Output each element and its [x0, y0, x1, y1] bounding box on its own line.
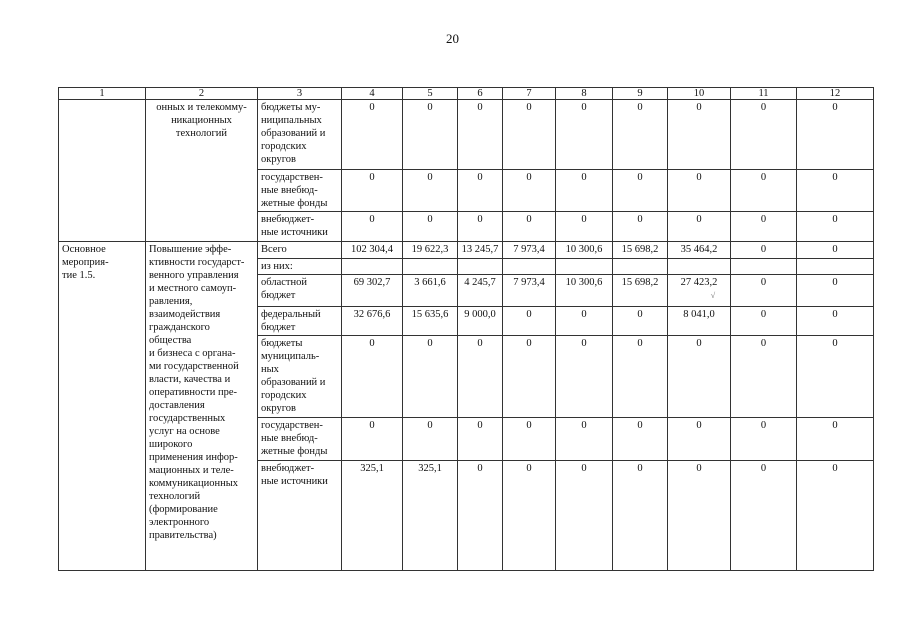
- empty-cell: [503, 259, 556, 275]
- empty-cell: [668, 259, 731, 275]
- value-cell: 325,1: [342, 461, 403, 571]
- value-cell: 0: [668, 212, 731, 242]
- column-number: 4: [342, 88, 403, 100]
- of-which-label: из них:: [258, 259, 342, 275]
- column-number: 1: [59, 88, 146, 100]
- table-row: [59, 100, 874, 170]
- empty-cell: [613, 259, 668, 275]
- cont-col1-cell: [59, 100, 146, 242]
- value-cell: 7 973,4: [503, 275, 556, 307]
- column-number: 2: [146, 88, 258, 100]
- value-cell: 0: [731, 336, 797, 418]
- value-cell: 0: [556, 307, 613, 336]
- value-cell: 0: [458, 418, 503, 461]
- total-value-cell: 102 304,4: [342, 242, 403, 259]
- value-cell: 0: [403, 170, 458, 212]
- value-cell: 0: [342, 100, 403, 170]
- value-cell: 0: [731, 170, 797, 212]
- funding-source: государствен- ные внебюд- жетные фонды: [258, 170, 342, 212]
- funding-source: внебюджет- ные источники: [258, 212, 342, 242]
- value-cell: 0: [668, 461, 731, 571]
- value-cell: 0: [613, 100, 668, 170]
- empty-cell: [556, 259, 613, 275]
- funding-source: бюджеты му- ниципальных образований и городских округов: [258, 100, 342, 170]
- total-value-cell: 7 973,4: [503, 242, 556, 259]
- value-cell: 0: [613, 461, 668, 571]
- value-cell: 0: [613, 336, 668, 418]
- value-cell: 0: [797, 336, 874, 418]
- value-cell: 0: [458, 170, 503, 212]
- value-cell: 0: [503, 336, 556, 418]
- value-cell: 0: [797, 418, 874, 461]
- value-cell: 0: [731, 461, 797, 571]
- value-cell: 0: [731, 100, 797, 170]
- column-number: 10: [668, 88, 731, 100]
- value-cell: 0: [797, 100, 874, 170]
- value-cell: 15 698,2: [613, 275, 668, 307]
- empty-cell: [403, 259, 458, 275]
- check-mark-icon: √: [710, 291, 716, 300]
- value-cell: 10 300,6: [556, 275, 613, 307]
- value-cell: 0: [668, 100, 731, 170]
- value-cell: 69 302,7: [342, 275, 403, 307]
- value-cell: 0: [458, 100, 503, 170]
- page-number: 20: [446, 31, 459, 46]
- value-cell: 4 245,7: [458, 275, 503, 307]
- value-cell: 0: [556, 100, 613, 170]
- value-cell: 3 661,6: [403, 275, 458, 307]
- value-cell: 0: [503, 212, 556, 242]
- empty-cell: [342, 259, 403, 275]
- funding-source: областной бюджет: [258, 275, 342, 307]
- total-value-cell: 35 464,2: [668, 242, 731, 259]
- value-cell: 8 041,0: [668, 307, 731, 336]
- value-cell: 0: [797, 461, 874, 571]
- column-number: 5: [403, 88, 458, 100]
- total-value-cell: 13 245,7: [458, 242, 503, 259]
- value-cell: 0: [668, 336, 731, 418]
- value-cell: 0: [556, 336, 613, 418]
- total-value-cell: 0: [731, 242, 797, 259]
- value-cell: 0: [731, 275, 797, 307]
- total-value-cell: 10 300,6: [556, 242, 613, 259]
- column-number-row: [59, 88, 874, 100]
- value-cell: 0: [503, 100, 556, 170]
- value-cell: 0: [458, 336, 503, 418]
- column-number: 7: [503, 88, 556, 100]
- value-cell: 0: [403, 336, 458, 418]
- value-cell: 0: [342, 418, 403, 461]
- value-cell: 0: [403, 418, 458, 461]
- measure-name: Повышение эффе- ктивности государст- венного управления и местного самоуп- равления, взаимодействия гражданского общества и бизнеса с органа- ми государственной власти, качества и оперативности пре- доставления государственных услуг на основе широкого применения инфор- мационных и теле- коммуникационных технологий (формирование электронного правительства): [146, 242, 258, 571]
- funding-source: федеральный бюджет: [258, 307, 342, 336]
- value-cell: 0: [613, 212, 668, 242]
- column-number: 12: [797, 88, 874, 100]
- value-cell: 325,1: [403, 461, 458, 571]
- value-cell-with-tick: [668, 275, 731, 307]
- value-cell: 0: [731, 307, 797, 336]
- value-cell: 0: [613, 170, 668, 212]
- total-value-cell: 15 698,2: [613, 242, 668, 259]
- value-cell: 0: [797, 170, 874, 212]
- value-cell: 0: [556, 461, 613, 571]
- value-cell: 0: [342, 212, 403, 242]
- column-number: 6: [458, 88, 503, 100]
- empty-cell: [731, 259, 797, 275]
- measure-code: Основное мероприя- тие 1.5.: [59, 242, 146, 571]
- budget-table: [58, 87, 874, 571]
- value-cell: 0: [556, 212, 613, 242]
- value-cell: 0: [403, 212, 458, 242]
- value-text: 27 423,2: [680, 277, 718, 288]
- value-cell: 32 676,6: [342, 307, 403, 336]
- funding-source: бюджеты муниципаль- ных образований и городских округов: [258, 336, 342, 418]
- value-cell: 0: [668, 418, 731, 461]
- value-cell: 0: [731, 418, 797, 461]
- value-cell: 0: [403, 100, 458, 170]
- table-row: [59, 242, 874, 259]
- value-cell: 9 000,0: [458, 307, 503, 336]
- value-cell: 0: [797, 275, 874, 307]
- column-number: 9: [613, 88, 668, 100]
- value-cell: 0: [458, 461, 503, 571]
- cont-measure-name: онных и телекомму- никационных технологий: [146, 100, 258, 242]
- total-label: Всего: [258, 242, 342, 259]
- value-cell: 0: [342, 336, 403, 418]
- total-value-cell: 19 622,3: [403, 242, 458, 259]
- column-number: 8: [556, 88, 613, 100]
- value-cell: 0: [613, 307, 668, 336]
- value-cell: 0: [503, 418, 556, 461]
- empty-cell: [458, 259, 503, 275]
- value-cell: 0: [556, 418, 613, 461]
- value-cell: 0: [556, 170, 613, 212]
- funding-source: государствен- ные внебюд- жетные фонды: [258, 418, 342, 461]
- value-cell: 15 635,6: [403, 307, 458, 336]
- value-cell: 0: [458, 212, 503, 242]
- value-cell: 0: [797, 212, 874, 242]
- value-cell: 0: [342, 170, 403, 212]
- funding-source: внебюджет- ные источники: [258, 461, 342, 571]
- value-cell: 0: [797, 307, 874, 336]
- column-number: 3: [258, 88, 342, 100]
- value-cell: 0: [613, 418, 668, 461]
- total-value-cell: 0: [797, 242, 874, 259]
- value-cell: 0: [503, 307, 556, 336]
- value-cell: 0: [503, 170, 556, 212]
- value-cell: 0: [503, 461, 556, 571]
- value-cell: 0: [731, 212, 797, 242]
- value-cell: 0: [668, 170, 731, 212]
- column-number: 11: [731, 88, 797, 100]
- empty-cell: [797, 259, 874, 275]
